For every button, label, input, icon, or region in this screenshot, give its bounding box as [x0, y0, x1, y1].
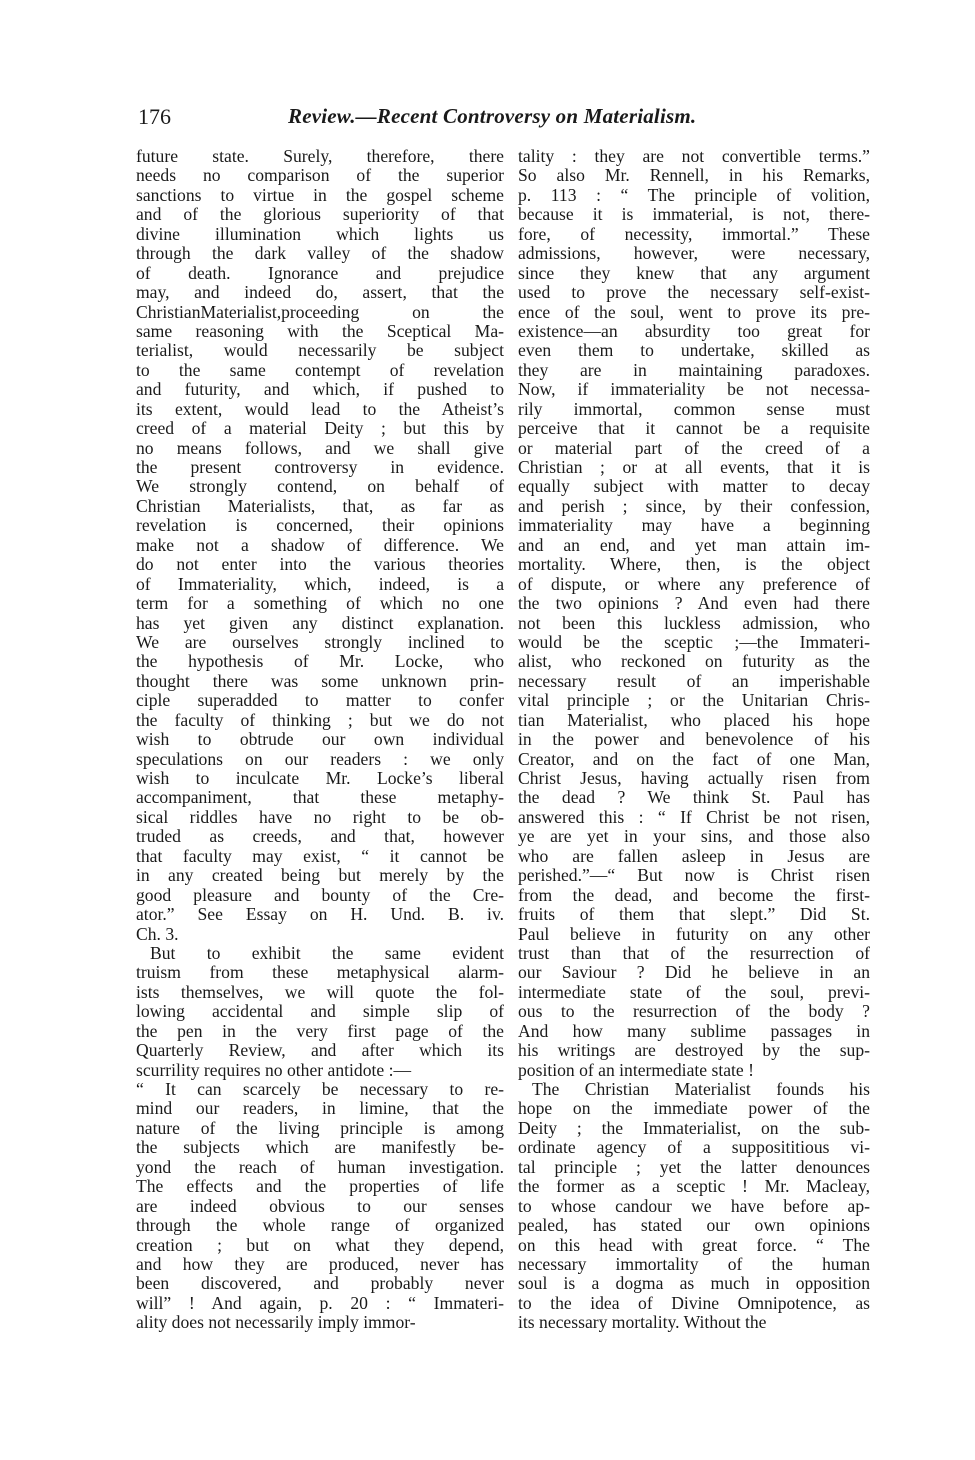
text-line: that faculty may exist, “ it cannot be [136, 845, 504, 866]
text-line: Creator, and on the fact of one Man, [518, 748, 870, 769]
text-line: ChristianMaterialist,proceeding on the [136, 301, 504, 322]
text-line: not been this luckless admission, who [518, 612, 870, 633]
text-line: good pleasure and bounty of the Cre- [136, 884, 504, 905]
text-line: Christ Jesus, having actually risen from [518, 768, 870, 788]
text-line: creation ; but on what they depend, [136, 1234, 504, 1255]
text-line: make not a shadow of difference. We [136, 534, 504, 555]
text-line: his writings are destroyed by the sup- [518, 1040, 870, 1061]
text-line: through the whole range of organized [136, 1215, 504, 1236]
text-line: the two opinions ? And even had there [518, 593, 870, 614]
text-line: Christian ; or at all events, that it is [518, 457, 870, 477]
text-line: sical riddles have no right to be ob- [136, 806, 504, 827]
text-line: the dead ? We think St. Paul has [518, 787, 870, 808]
text-line: The Christian Materialist founds his [532, 1079, 870, 1099]
text-line: because it is immaterial, is not, there- [518, 204, 870, 225]
text-line: and futurity, and which, if pushed to [136, 379, 504, 400]
text-line: necessary result of an imperishable [518, 670, 870, 691]
text-line: vital principle ; or the Unitarian Chris- [518, 690, 870, 711]
text-line: Ch. 3. [136, 923, 179, 944]
text-line: ence of the soul, went to prove its pre- [518, 301, 870, 322]
text-line: position of an intermediate state ! [518, 1059, 754, 1080]
text-line: may, and indeed do, assert, that the [136, 282, 504, 303]
text-line: ciple superadded to matter to confer [136, 690, 504, 711]
text-line: creed of a material Deity ; but this by [136, 418, 504, 439]
text-line: So also Mr. Rennell, in his Remarks, [518, 165, 870, 186]
text-line: divine illumination which lights us [136, 223, 504, 244]
text-line: We are ourselves strongly inclined to [136, 631, 504, 652]
text-line: answered this : “ If Christ be not risen, [518, 806, 870, 827]
text-line: of death. Ignorance and prejudice [136, 262, 504, 283]
text-line: will” ! And again, p. 20 : “ Immateri- [136, 1292, 504, 1313]
text-line: fruits of them that slept.” Did St. [518, 904, 870, 925]
text-line: do not enter into the various theories [136, 554, 504, 575]
text-line: ordinate agency of a supposititious vi- [518, 1137, 870, 1158]
text-line: tal principle ; yet the latter denounces [518, 1156, 870, 1177]
text-line: necessary immortality of the human [518, 1253, 870, 1274]
text-line: would be the sceptic ;—the Immateri- [518, 631, 870, 652]
text-line: soul is a dogma as much in opposition [518, 1273, 870, 1294]
text-line: of dispute, or where any preference of [518, 573, 870, 594]
text-line: pealed, has stated our own opinions [518, 1215, 870, 1236]
text-line: perished.”—“ But now is Christ risen [518, 865, 870, 886]
text-line: the pen in the very first page of the [136, 1020, 504, 1041]
text-line: and perish ; since, by their confession, [518, 495, 870, 516]
text-line: “ It can scarcely be necessary to re- [136, 1079, 504, 1099]
text-line: its necessary mortality. Without the [518, 1312, 767, 1333]
text-line: immateriality may have a beginning [518, 515, 870, 536]
text-line: tian Materialist, who placed his hope [518, 709, 870, 730]
text-line: The effects and the properties of life [136, 1176, 504, 1197]
text-line: and how they are produced, never has [136, 1253, 504, 1274]
text-line: and an end, and yet man attain im- [518, 534, 870, 555]
text-line: needs no comparison of the superior [136, 165, 504, 186]
running-title: Review.—Recent Controversy on Materialism. [288, 104, 697, 128]
text-line: through the dark valley of the shadow [136, 243, 504, 264]
text-line: equally subject with matter to decay [518, 476, 870, 497]
text-line: no means follows, and we shall give [136, 437, 504, 458]
text-line: to the idea of Divine Omnipotence, as [518, 1292, 870, 1313]
text-line: the faculty of thinking ; but we do not [136, 709, 504, 730]
text-line: term for a something of which no one [136, 593, 504, 614]
text-line: sanctions to virtue in the gospel scheme [136, 184, 504, 205]
text-line: wish to inculcate Mr. Locke’s liberal [136, 768, 504, 788]
text-line: future state. Surely, therefore, there [136, 146, 504, 166]
text-line: since they knew that any argument [518, 262, 870, 283]
text-line: lowing accidental and simple slip of [136, 1001, 504, 1022]
text-line: or material part of the creed of a [518, 437, 870, 458]
text-line: ator.” See Essay on H. Und. B. iv. [136, 904, 504, 925]
text-line: mortality. Where, then, is the object [518, 554, 870, 575]
text-line: from the dead, and become the first- [518, 884, 870, 905]
text-line: the hypothesis of Mr. Locke, who [136, 651, 504, 672]
text-line: Paul believe in futurity on any other [518, 923, 870, 944]
text-line: hope on the immediate power of the [518, 1098, 870, 1119]
text-line: the former as a sceptic ! Mr. Macleay, [518, 1176, 870, 1197]
text-line: its extent, would lead to the Atheist’s [136, 398, 504, 419]
text-line: in any created being but merely by the [136, 865, 504, 886]
text-line: accompaniment, that these metaphy- [136, 787, 504, 808]
text-line: And how many sublime passages in [518, 1020, 870, 1041]
text-line: has yet given any distinct explanation. [136, 612, 504, 633]
text-line: the subjects which are manifestly be- [136, 1137, 504, 1158]
text-line: mind our readers, in limine, that the [136, 1098, 504, 1119]
text-line: admissions, however, were necessary, [518, 243, 870, 264]
text-line: alist, who reckoned on futurity as the [518, 651, 870, 672]
text-line: scurrility requires no other antidote :— [136, 1059, 412, 1080]
text-line: rily immortal, common sense must [518, 398, 870, 419]
text-line: Now, if immateriality be not necessa- [518, 379, 870, 400]
text-line: are indeed obvious to our senses [136, 1195, 504, 1216]
text-line: tality : they are not convertible terms.” [518, 146, 870, 166]
page-number: 176 [138, 104, 171, 129]
text-line: Christian Materialists, that, as far as [136, 495, 504, 516]
text-line: been discovered, and probably never [136, 1273, 504, 1294]
text-line: fore, of necessity, immortal.” These [518, 223, 870, 244]
text-line: existence—an absurdity too great for [518, 320, 870, 341]
text-line: ye are yet in your sins, and those also [518, 826, 870, 847]
text-line: revelation is concerned, their opinions [136, 515, 504, 536]
text-line: the present controversy in evidence. [136, 457, 504, 477]
text-line: they are in maintaining paradoxes. [518, 359, 870, 380]
text-line: our Saviour ? Did he believe in an [518, 962, 870, 983]
text-line: yond the reach of human investigation. [136, 1156, 504, 1177]
text-line: But to exhibit the same evident [150, 942, 504, 963]
right-column [518, 147, 870, 1333]
text-line: terialist, would necessarily be subject [136, 340, 504, 361]
text-line: truism from these metaphysical alarm- [136, 962, 504, 983]
text-line: wish to obtrude our own individual [136, 729, 504, 750]
text-line: intermediate state of the soul, previ- [518, 981, 870, 1002]
text-line: to the same contempt of revelation [136, 359, 504, 380]
text-line: We strongly contend, on behalf of [136, 476, 504, 497]
text-line: ous to the resurrection of the body ? [518, 1001, 870, 1022]
text-line: perceive that it cannot be a requisite [518, 418, 870, 439]
text-line: ality does not necessarily imply immor- [136, 1312, 416, 1333]
text-line: ists themselves, we will quote the fol- [136, 981, 504, 1002]
text-line: even them to undertake, skilled as [518, 340, 870, 361]
text-line: who are fallen asleep in Jesus are [518, 845, 870, 866]
text-line: nature of the living principle is among [136, 1117, 504, 1138]
text-line: to whose candour we have before ap- [518, 1195, 870, 1216]
text-line: Deity ; the Immaterialist, on the sub- [518, 1117, 870, 1138]
text-line: Quarterly Review, and after which its [136, 1040, 504, 1061]
text-line: p. 113 : “ The principle of volition, [518, 184, 870, 205]
text-line: on this head with great force. “ The [518, 1234, 870, 1255]
page-header [138, 104, 868, 134]
text-line: in the power and benevolence of his [518, 729, 870, 750]
text-line: and of the glorious superiority of that [136, 204, 504, 225]
text-line: thought there was some unknown prin- [136, 670, 504, 691]
text-line: truded as creeds, and that, however [136, 826, 504, 847]
text-line: of Immateriality, which, indeed, is a [136, 573, 504, 594]
text-line: speculations on our readers : we only [136, 748, 504, 769]
text-line: trust than that of the resurrection of [518, 942, 870, 963]
text-line: same reasoning with the Sceptical Ma- [136, 320, 504, 341]
text-line: used to prove the necessary self-exist- [518, 282, 870, 303]
left-column [136, 147, 504, 1333]
